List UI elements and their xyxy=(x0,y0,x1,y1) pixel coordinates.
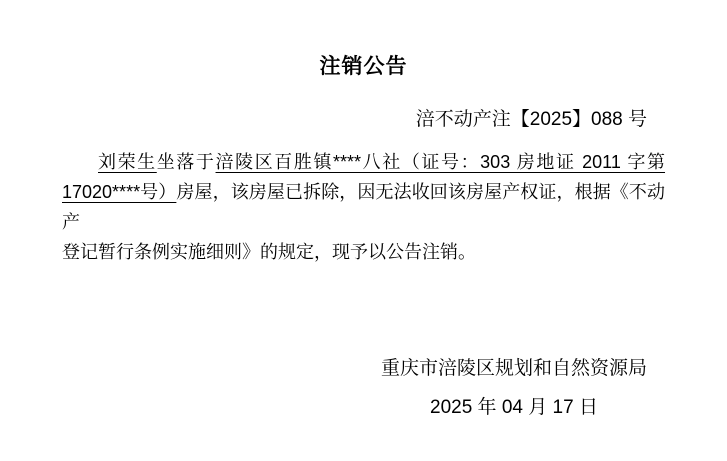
body-line-2-plain: 房屋，该房屋已拆除，因无法收回该房屋产权证，根据《不动产 xyxy=(62,182,666,232)
issuing-authority: 重庆市涪陵区规划和自然资源局 xyxy=(380,358,647,379)
body-line-2 xyxy=(62,177,665,237)
signature-block xyxy=(381,353,647,419)
owner-name-underlined: 刘荣生 xyxy=(98,152,157,172)
property-address-underlined: 涪陵区百胜镇****八社（证号：303 房地证 2011 字第 xyxy=(215,152,666,172)
document-number: 涪不动产注【2025】088 号 xyxy=(415,109,647,130)
certificate-number-underlined: 17020****号） xyxy=(62,182,177,202)
body-line-1-plain: 坐落于 xyxy=(156,152,216,172)
notice-title: 注销公告 xyxy=(319,55,408,78)
body-line-1 xyxy=(62,147,665,177)
notice-document xyxy=(0,50,727,461)
body-line-3 xyxy=(62,237,665,267)
signature-area xyxy=(0,353,647,419)
issue-date: 2025 年 04 月 17 日 xyxy=(430,397,598,418)
body-line-3-text: 登记暂行条例实施细则》的规定，现予以公告注销。 xyxy=(62,242,476,262)
notice-body xyxy=(62,147,665,267)
